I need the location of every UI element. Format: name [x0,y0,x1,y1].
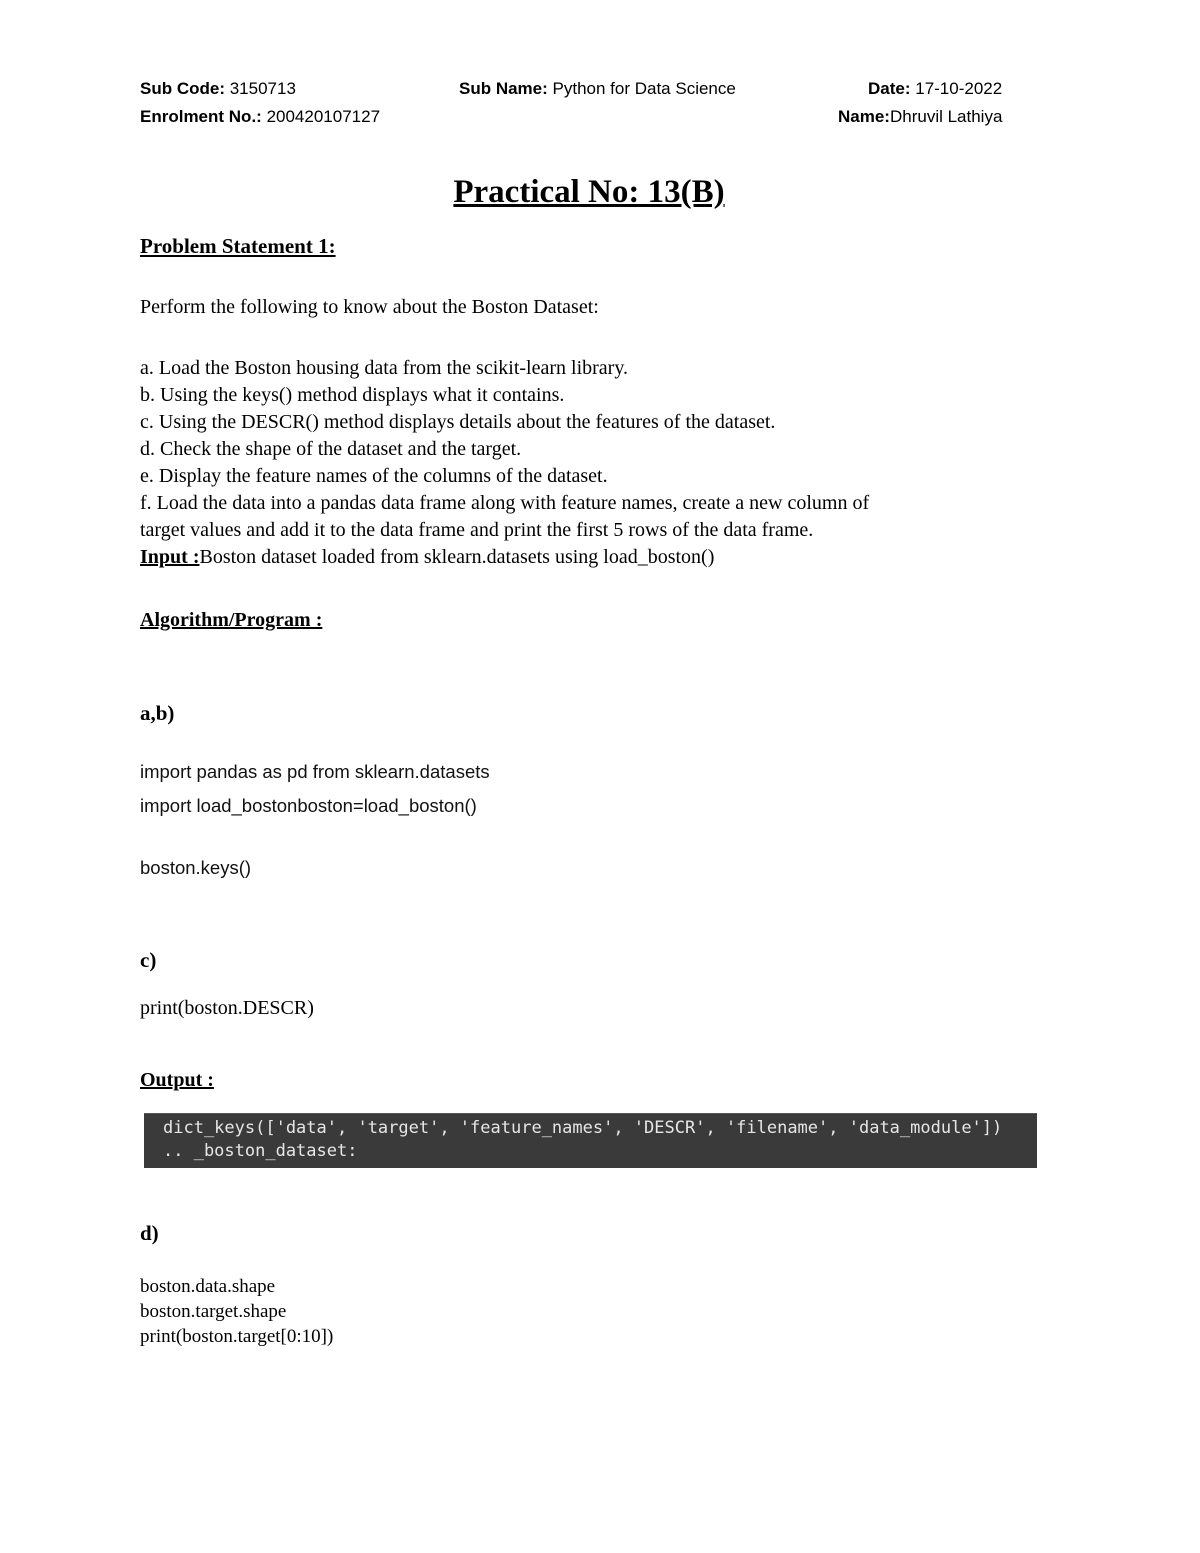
date-label: Date: [868,79,911,98]
section-ab-heading: a,b) [140,701,175,725]
enrolment-value: 200420107127 [261,107,381,126]
enrolment-label: Enrolment No.: [140,107,262,126]
name-label: Name: [838,107,890,126]
sub-code-label: Sub Code: [140,79,225,98]
output-heading: Output : [140,1069,214,1091]
date [868,79,1002,99]
task-item: a. Load the Boston housing data from the scikit-learn library. [140,357,629,379]
code-line: boston.target.shape [140,1301,287,1322]
input-text: Boston dataset loaded from sklearn.datasets using load_boston() [199,546,715,568]
sub-name-label: Sub Name: [459,79,548,98]
console-line: dict_keys(['data', 'target', 'feature_names', 'DESCR', 'filename', 'data_module']) [163,1118,1003,1138]
sub-code-value: 3150713 [225,79,296,98]
intro-text: Perform the following to know about the Boston Dataset: [140,296,599,318]
code-line: print(boston.DESCR) [140,997,314,1019]
page-title: Practical No: 13(B) [453,174,725,210]
task-item: f. Load the data into a pandas data frame along with feature names, create a new column of [140,492,870,514]
section-c-heading: c) [140,948,157,972]
enrolment-no [140,107,380,127]
code-line: boston.keys() [140,857,252,878]
output-console [144,1113,1037,1168]
code-line: print(boston.target[0:10]) [140,1326,334,1347]
input-line [140,544,869,571]
task-item: b. Using the keys() method displays what it contains. [140,384,565,406]
sub-code [140,79,296,99]
code-line: boston.data.shape [140,1276,276,1297]
section-d-code [140,1274,333,1349]
algorithm-heading: Algorithm/Program : [140,609,323,631]
section-d-heading: d) [140,1221,159,1245]
sub-name [459,79,736,99]
code-line: import pandas as pd from sklearn.datasets [140,761,490,782]
input-label: Input : [140,546,200,568]
date-value: 17-10-2022 [910,79,1003,98]
task-list [140,355,869,571]
console-line: .. _boston_dataset: [163,1141,358,1161]
task-item: d. Check the shape of the dataset and the target. [140,438,522,460]
sub-name-value: Python for Data Science [547,79,736,98]
task-item: target values and add it to the data frame and print the first 5 rows of the data frame. [140,519,814,541]
task-item: c. Using the DESCR() method displays details about the features of the dataset. [140,411,776,433]
name-value: Dhruvil Lathiya [889,107,1003,126]
problem-heading: Problem Statement 1: [140,234,336,258]
code-line: import load_bostonboston=load_boston() [140,795,477,816]
student-name [838,107,1002,127]
task-item: e. Display the feature names of the columns of the dataset. [140,465,608,487]
